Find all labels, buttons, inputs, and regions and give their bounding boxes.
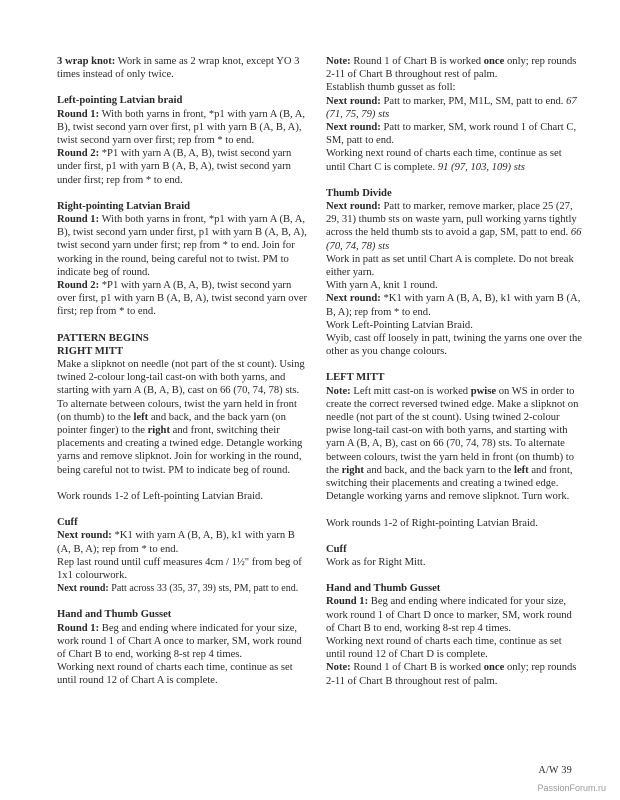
- left-cuff-heading: Cuff: [326, 543, 347, 555]
- left-column: [57, 55, 309, 688]
- thumb-wyib: Wyib, cast off loosely in patt, twining the yarns one over the other as you change colours.: [326, 333, 583, 358]
- emphasis: once: [483, 662, 505, 674]
- text-run: Working next round of charts each time, continue as set until Chart C is complete.: [326, 148, 562, 173]
- note-label: Note:: [326, 56, 351, 67]
- stitch-count: 66 (70, 74, 78) sts: [326, 227, 582, 252]
- right-braid-heading: Right-pointing Latvian Braid: [57, 200, 191, 212]
- right-column: [326, 55, 582, 688]
- round-label: Round 1:: [57, 214, 100, 226]
- gusset-next-round-1: [326, 95, 582, 121]
- left-hand-note: [326, 661, 582, 687]
- round-label: Round 1:: [57, 622, 100, 634]
- hand-working: Working next round of charts each time, continue as set until round 12 of Chart A is complete.: [57, 662, 293, 687]
- page-folio: A/W 39: [538, 765, 572, 776]
- round-label: Round 2:: [57, 148, 100, 160]
- left-braid-round2: [57, 147, 309, 187]
- left-braid-heading: Left-pointing Latvian braid: [57, 95, 183, 107]
- chart-b-note: [326, 55, 582, 81]
- establish-gusset: Establish thumb gusset as foll:: [326, 82, 456, 94]
- text-run: and back, and the back yarn to the: [363, 464, 514, 476]
- left-hand-heading: Hand and Thumb Gusset: [326, 583, 441, 595]
- note-label: Note:: [326, 385, 351, 397]
- cuff-next-round: [57, 529, 309, 555]
- emphasis: left: [133, 411, 149, 423]
- round-label: Round 1:: [326, 596, 369, 608]
- stitch-count: 91 (97, 103, 109) sts: [437, 161, 525, 173]
- right-braid-round1: [57, 213, 309, 279]
- text-run: Make a slipknot on needle (not part of the st count). Using twined 2-colour long-tail cast-on with both yarns, and starting with yarn A (B, A, B), cast on 66 (70, 74, 78) sts. To alternate between colours, twist the yarn held in front (on thumb) to the: [57, 359, 305, 423]
- round-text: *P1 with yarn A (B, A, B), twist second yarn over first, p1 with yarn B (A, B, A), twist second yarn over first; rep from * to end.: [57, 280, 308, 318]
- text-run: only; rep rounds 2-11 of Chart B throughout rest of palm.: [326, 662, 577, 687]
- note-label: Note:: [326, 662, 351, 674]
- emphasis: right: [147, 425, 170, 437]
- round-label: Next round:: [326, 293, 381, 305]
- left-braid-round1: [57, 108, 309, 148]
- emphasis: left: [514, 464, 529, 476]
- hand-round1: [57, 622, 309, 662]
- emphasis: right: [341, 464, 364, 476]
- round-text: Patt to marker, remove marker, place 25 (27, 29, 31) thumb sts on waste yarn, pull working yarns tightly across the held thumb sts to avoid a gap, SM, patt to end.: [326, 201, 577, 239]
- round-text: With both yarns in front, *p1 with yarn A (B, A, B), twist second yarn over first, p1 with yarn B (A, B, A), twist second yarn over first; rep from * to end.: [57, 108, 306, 147]
- wrap3-text: Work in same as 2 wrap knot, except YO 3 times instead of only twice.: [57, 56, 300, 81]
- right-mitt-heading: RIGHT MITT: [57, 345, 124, 357]
- round-label: Round 2:: [57, 280, 100, 292]
- left-cuff-text: Work as for Right Mitt.: [326, 556, 426, 568]
- watermark: PassionForum.ru: [537, 783, 606, 793]
- round-text: *K1 with yarn A (B, A, B), k1 with yarn B (A, B, A); rep from * to end.: [326, 293, 581, 318]
- round-label: Next round:: [326, 95, 381, 107]
- text-run: and front, switching their placements and creating a twined edge. Detangle working yarns and remove slipknot. Join for working in the round, being careful not to twist. PM to indicate beg of round.: [57, 425, 303, 476]
- cuff-rep: Rep last round until cuff measures 4cm / 1½" from beg of 1x1 colourwork.: [57, 556, 302, 581]
- stitch-count: 67 (71, 75, 79) sts: [326, 95, 577, 120]
- round-text: Patt to marker, SM, work round 1 of Chart C, SM, patt to end.: [326, 122, 577, 147]
- round-text: Patt across 33 (35, 37, 39) sts, PM, patt to end.: [108, 583, 299, 595]
- left-mitt-rounds: Work rounds 1-2 of Right-pointing Latvian Braid.: [326, 517, 538, 529]
- emphasis: once: [483, 56, 505, 67]
- emphasis: pwise: [470, 385, 497, 397]
- left-mitt-castOn: [326, 385, 582, 504]
- left-mitt-heading: LEFT MITT: [326, 372, 385, 384]
- hand-heading: Hand and Thumb Gusset: [57, 609, 172, 621]
- thumb-knit: With yarn A, knit 1 round.: [326, 280, 438, 292]
- text-run: on WS in order to create the correct reversed twined edge. Make a slipknot on needle (not part of the st count). Using twined 2-colour pwise long-tail cast-on with both yarns, and starting with yarn A (B, A, B), cast on 66 (70, 74, 78) sts. To alternate between colours, twist the yarn held in front (on thumb) to the: [326, 385, 579, 476]
- text-run: Left mitt cast-on is worked: [350, 385, 471, 397]
- thumb-divide-heading: Thumb Divide: [326, 187, 392, 199]
- round-text: Beg and ending where indicated for your size, work round 1 of Chart A once to marker, SM, work round of Chart B to end, working 8-st rep 4 times.: [57, 622, 302, 660]
- left-hand-round1: [326, 595, 582, 635]
- pattern-begins-heading: PATTERN BEGINS: [57, 332, 149, 344]
- round-label: Round 1:: [57, 108, 100, 120]
- wrap3-label: 3 wrap knot:: [57, 56, 116, 67]
- round-text: *P1 with yarn A (B, A, B), twist second yarn under first, p1 with yarn B (A, B, A), twist second yarn under first; rep from * to end.: [57, 148, 292, 186]
- round-label: Next round:: [326, 201, 381, 213]
- round-label: Next round:: [57, 583, 109, 595]
- thumb-work: Work in patt as set until Chart A is complete. Do not break either yarn.: [326, 253, 574, 279]
- right-braid-round2: [57, 279, 309, 319]
- text-run: only; rep rounds 2-11 of Chart B throughout rest of palm.: [326, 56, 577, 81]
- text-run: Round 1 of Chart B is worked: [350, 662, 484, 674]
- cuff-heading: Cuff: [57, 517, 78, 529]
- thumb-next-round: [326, 200, 582, 253]
- round-text: Patt to marker, PM, M1L, SM, patt to end.: [380, 95, 567, 107]
- cuff-next-round-2: [57, 582, 309, 595]
- round-text: Beg and ending where indicated for your size, work round 1 of Chart D once to marker, SM, work round of Chart B to end, working 8-st rep 4 times.: [326, 596, 572, 634]
- round-label: Next round:: [326, 122, 381, 134]
- gusset-working: [326, 147, 582, 173]
- gusset-next-round-2: [326, 121, 582, 147]
- right-mitt-castOn: [57, 358, 309, 477]
- right-mitt-rounds: Work rounds 1-2 of Left-pointing Latvian Braid.: [57, 490, 263, 502]
- round-label: Next round:: [57, 530, 112, 542]
- thumb-next-round-2: [326, 292, 582, 318]
- text-run: Round 1 of Chart B is worked: [350, 56, 484, 67]
- round-text: With both yarns in front, *p1 with yarn A (B, A, B), twist second yarn under first, p1 with yarn B (A, B, A), twist second yarn under first; rep from * to end. Join for working in the round, being careful not to twist. PM to indicate beg of round.: [57, 214, 307, 278]
- round-text: *K1 with yarn A (B, A, B), k1 with yarn B (A, B, A); rep from * to end.: [57, 530, 295, 555]
- text-run: and front, switching their placements and creating a twined edge. Detangle working yarns and remove slipknot. Turn work.: [326, 464, 573, 503]
- left-hand-working: Working next round of charts each time, continue as set until round 12 of Chart D is complete.: [326, 635, 562, 661]
- thumb-braid: Work Left-Pointing Latvian Braid.: [326, 319, 473, 331]
- wrap3-paragraph: [57, 55, 309, 81]
- text-run: and back, and the back yarn (on pointer finger) to the: [57, 411, 286, 437]
